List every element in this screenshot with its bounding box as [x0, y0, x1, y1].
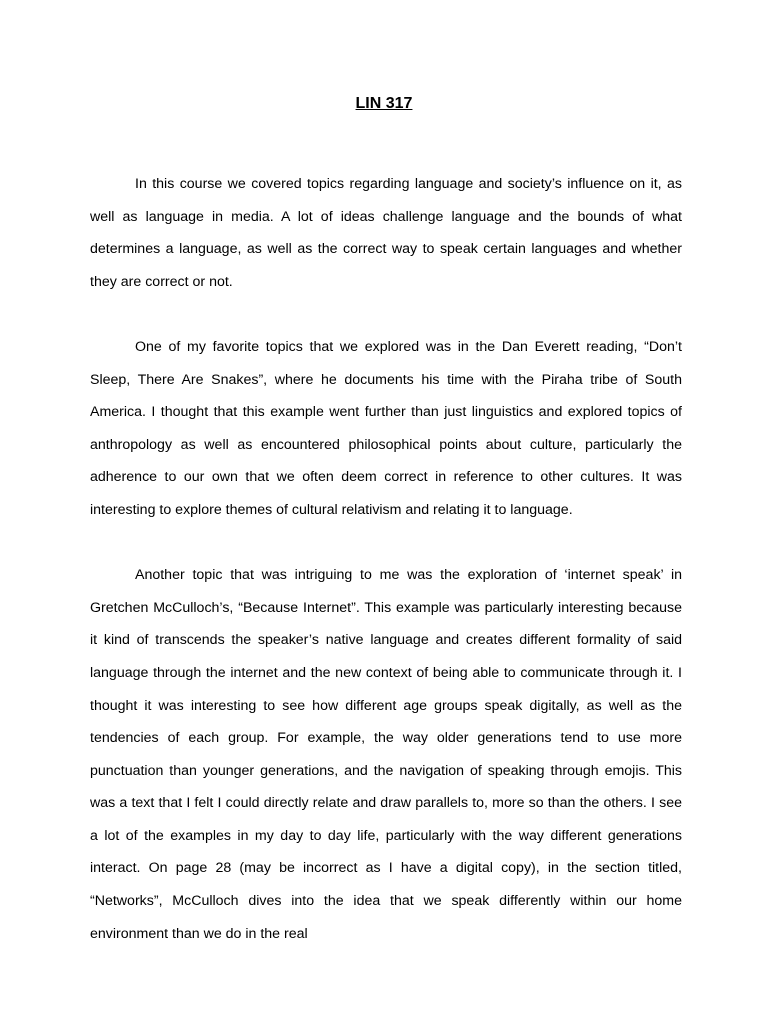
- paragraph-spacer: [90, 527, 682, 560]
- paragraph-course-overview: In this course we covered topics regarding language and society’s influence on it, as well as language in media. A lot of ideas challenge language and the bounds of what determines a language, as well as the correct way to speak certain languages and whether they are correct or not.: [90, 176, 682, 290]
- document-body: [90, 168, 682, 950]
- paragraph-internet-speak: Another topic that was intriguing to me was the exploration of ‘internet speak’ in Gretchen McCulloch’s, “Because Internet”. This example was particularly interesting because it kind of transcends the speaker’s native language and creates different formality of said language through the internet and the new context of being able to communicate through it. I thought it was interesting to see how different age groups speak digitally, as well as the tendencies of each group. For example, the way older generations tend to use more punctuation than younger generations, and the navigation of speaking through emojis. This was a text that I felt I could directly relate and draw parallels to, more so than the others. I see a lot of the examples in my day to day life, particularly with the way different generations interact. On page 28 (may be incorrect as I have a digital copy), in the section titled, “Networks”, McCulloch dives into the idea that we speak differently within our home environment than we do in the real: [90, 567, 682, 942]
- paragraph-everett-reading: One of my favorite topics that we explored was in the Dan Everett reading, “Don’t Sleep, There Are Snakes”, where he documents his time with the Piraha tribe of South America. I thought that this example went further than just linguistics and explored topics of anthropology as well as encountered philosophical points about culture, particularly the adherence to our own that we often deem correct in reference to other cultures. It was interesting to explore themes of cultural relativism and relating it to language.: [90, 338, 682, 518]
- page-title: LIN 317: [355, 95, 413, 112]
- paragraph-spacer: [90, 298, 682, 331]
